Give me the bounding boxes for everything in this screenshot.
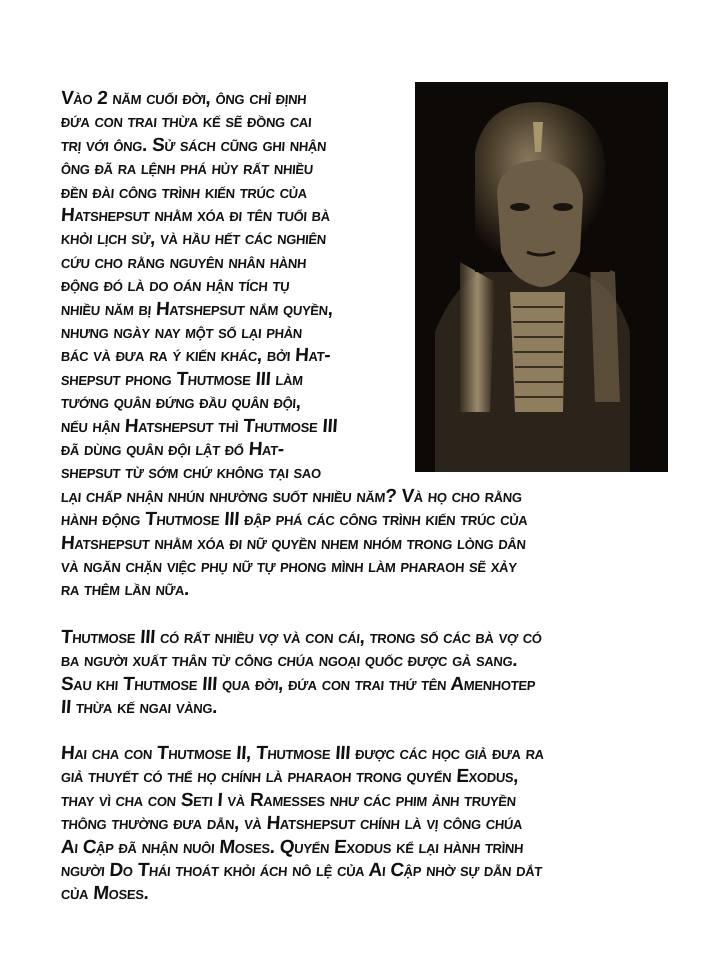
text-line: nếu hận Hatshepsut thì Thutmose III [60,415,339,437]
text-line: đứa con trai thừa kế sẽ đồng cai [60,111,313,133]
text-line: shepsut phong Thutmose III làm [60,368,304,390]
text-line: Sau khi Thutmose III qua đời, đứa con trai thứ tên Amenhotep [60,673,536,695]
pharaoh-bust-photo [415,82,668,472]
text-line: nhưng ngày nay một số lại phản [60,322,303,343]
text-line: ra thêm lần nữa. [60,579,190,601]
text-line: Vào 2 năm cuối đời, ông chỉ định [60,88,308,109]
text-line: hành động Thutmose III đập phá các công trình kiến trúc của [60,509,529,531]
text-line: lại chấp nhận nhún nhường suốt nhiều năm? Và họ cho rằng [60,485,523,507]
text-line: Ai Cập đã nhận nuôi Moses. Quyển Exodus kể lại hành trình [60,836,524,858]
text-line: Hatshepsut nhằm xóa đi nữ quyền nhem nhóm trong lòng dân [60,532,527,554]
text-line: thay vì cha con Seti I và Ramesses như các phim ảnh truyền [60,789,517,811]
text-line: trị với ông. Sử sách cũng ghi nhận [60,134,327,156]
text-line: thông thường đưa dẫn, và Hatshepsut chính là vị công chúa [60,813,523,835]
text-line: tướng quân đứng đầu quân đội, [60,392,302,414]
text-line: shepsut từ sớm chứ không tại sao [60,462,322,484]
text-line: ông đã ra lệnh phá hủy rất nhiều [60,158,314,180]
text-line: đền đài công trình kiến trúc của [60,181,308,203]
text-line: khỏi lịch sử, và hầu hết các nghiên [60,228,327,250]
text-line: và ngăn chặn việc phụ nữ tự phong mình làm pharaoh sẽ xảy [60,556,518,577]
text-line: người Do Thái thoát khỏi ách nô lệ của Ai Cập nhờ sự dẫn dắt [60,860,543,881]
pharaoh-bust-image [415,82,668,472]
text-line: động đó là do oán hận tích tụ [60,275,291,297]
text-line: đã dùng quân đội lật đổ Hat- [60,439,285,460]
text-line: Hai cha con Thutmose II, Thutmose III được các học giả đưa ra [60,743,545,764]
text-line: nhiều năm bị Hatshepsut nắm quyền, [60,298,334,320]
text-line: II thừa kế ngai vàng. [60,697,219,719]
text-line: Thutmose III có rất nhiều vợ và con cái, trong số các bà vợ có [60,627,543,648]
text-line: của Moses. [60,883,150,905]
text-line: ba người xuất thân từ công chúa ngoại quốc được gả sang. [60,650,519,672]
text-line: bác và đưa ra ý kiến khác, bởi Hat- [60,345,332,367]
text-line: Hatshepsut nhằm xóa đi tên tuổi bà [60,205,331,226]
text-line: giả thuyết có thể họ chính là pharaoh trong quyển Exodus, [60,766,520,788]
text-line: cứu cho rằng nguyên nhân hành [60,251,307,273]
